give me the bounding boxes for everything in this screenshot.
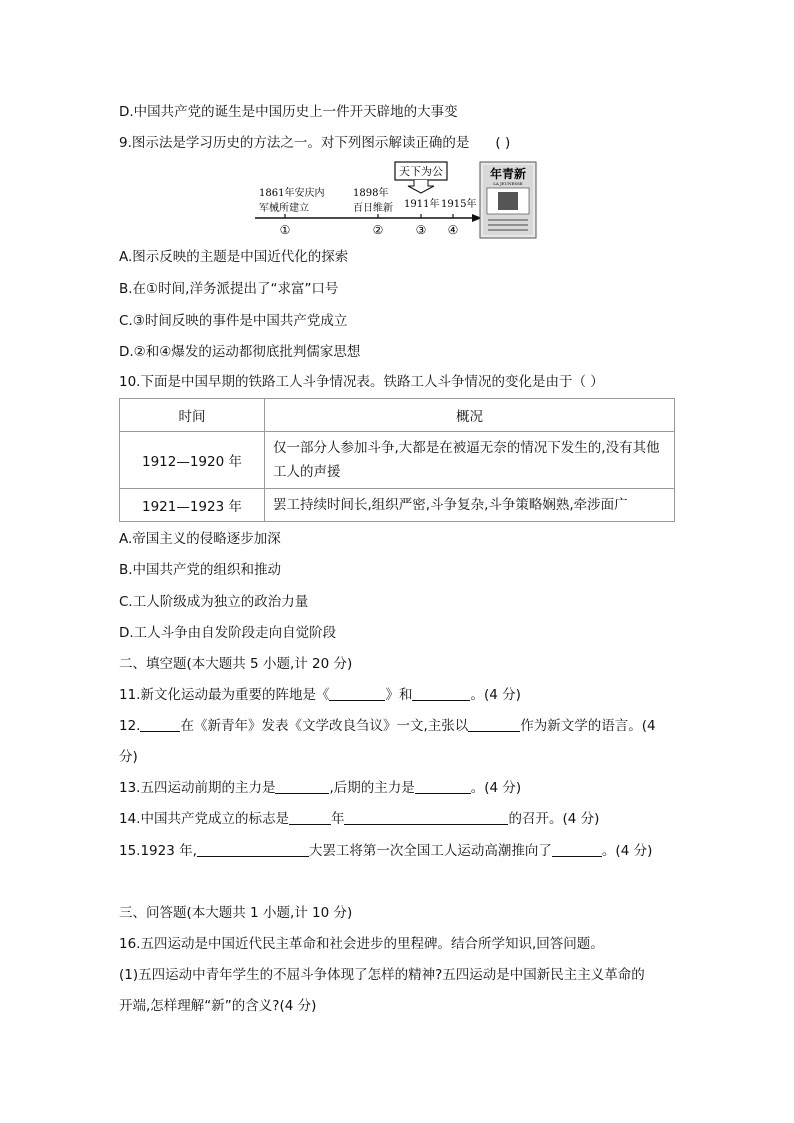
table-header-row	[120, 399, 675, 432]
q9-stem	[119, 134, 510, 152]
q15-text-c: 。(4 分)	[601, 843, 653, 859]
q15-blank-1[interactable]	[197, 842, 309, 857]
event2-line1: 1898年	[353, 188, 389, 199]
q12-text-b: 在《新青年》发表《文学改良刍议》一文,主张以	[180, 718, 469, 734]
portrait-image	[498, 192, 518, 210]
q11-text-a: 11.新文化运动最为重要的阵地是《	[119, 687, 330, 703]
section2-title: 二、填空题(本大题共 5 小题,计 20 分)	[119, 656, 353, 672]
event2-line2: 百日维新	[353, 203, 393, 214]
q12-text-c: 作为新文学的语言。(4	[520, 718, 656, 734]
year-1915: 1915年	[441, 199, 477, 210]
q9-option-a: A.图示反映的主题是中国近代化的探索	[119, 249, 349, 265]
q15-text-b: 大罢工将第一次全国工人运动高潮推向了	[308, 843, 552, 859]
q12-text-a: 12.	[119, 718, 141, 734]
q15-blank-2[interactable]	[552, 842, 602, 857]
q14-text-c: 的召开。(4 分)	[508, 811, 600, 827]
table-row	[120, 432, 675, 489]
magazine-subtitle: LA JEUNESSE	[493, 181, 523, 186]
q14-text-a: 14.中国共产党成立的标志是	[119, 811, 289, 827]
q14-blank-1[interactable]	[289, 810, 331, 825]
q12-blank-2[interactable]	[468, 717, 520, 732]
q11-blank-2[interactable]	[412, 686, 470, 701]
q9-option-b: B.在①时间,洋务派提出了“求富”口号	[119, 281, 339, 297]
header-time: 时间	[120, 399, 265, 432]
tianxia-label: 天下为公	[399, 165, 443, 178]
q13-text-b: ,后期的主力是	[329, 780, 415, 796]
q16-stem: 16.五四运动是中国近代民主革命和社会进步的里程碑。结合所学知识,回答问题。	[119, 936, 604, 952]
magazine-title: 年青新	[489, 167, 527, 181]
q10-option-b: B.中国共产党的组织和推动	[119, 562, 282, 578]
q9-timeline-figure	[250, 160, 550, 240]
q12-blank-1[interactable]	[140, 717, 180, 732]
q9-answer-paren: ( )	[495, 135, 511, 151]
year-1911: 1911年	[404, 199, 440, 210]
q13	[119, 779, 521, 797]
q11-text-b: 》和	[385, 687, 413, 703]
q9-stem-text: 9.图示法是学习历史的方法之一。对下列图示解读正确的是	[119, 135, 470, 151]
q10-option-c: C.工人阶级成为独立的政治力量	[119, 594, 309, 610]
marker-2: ②	[372, 223, 384, 237]
q14	[119, 810, 599, 828]
event1-line2: 军械所建立	[259, 203, 309, 214]
section3-title: 三、问答题(本大题共 1 小题,计 10 分)	[119, 905, 353, 921]
down-arrow-icon	[408, 180, 434, 193]
q10-option-a: A.帝国主义的侵略逐步加深	[119, 531, 281, 547]
q15	[119, 842, 652, 860]
q14-blank-2[interactable]	[344, 810, 508, 825]
event1-line1: 1861年安庆内	[259, 188, 325, 199]
marker-3: ③	[415, 223, 427, 237]
q13-blank-1[interactable]	[275, 779, 329, 794]
q9-option-c: C.③时间反映的事件是中国共产党成立	[119, 313, 348, 329]
table-row	[120, 489, 675, 522]
q16-sub1-line2: 开端,怎样理解“新”的含义?(4 分)	[119, 998, 317, 1014]
new-youth-magazine-cover	[480, 162, 536, 238]
q8-option-d: D.中国共产党的诞生是中国历史上一件开天辟地的大事变	[119, 104, 458, 120]
q11-blank-1[interactable]	[329, 686, 385, 701]
marker-1: ①	[279, 223, 291, 237]
q14-text-b: 年	[330, 811, 345, 827]
q13-text-c: 。(4 分)	[470, 780, 522, 796]
q9-option-d: D.②和④爆发的运动都彻底批判儒家思想	[119, 344, 361, 360]
q15-text-a: 15.1923 年,	[119, 843, 197, 859]
row2-overview: 罢工持续时间长,组织严密,斗争复杂,斗争策略娴熟,牵涉面广	[265, 489, 675, 522]
q10-option-d: D.工人斗争由自发阶段走向自觉阶段	[119, 625, 337, 641]
q13-text-a: 13.五四运动前期的主力是	[119, 780, 276, 796]
q13-blank-2[interactable]	[415, 779, 471, 794]
row2-time: 1921—1923 年	[120, 489, 265, 522]
header-overview: 概况	[265, 399, 675, 432]
railway-struggle-table	[119, 398, 675, 522]
q12	[119, 717, 656, 735]
q11-text-c: 。(4 分)	[470, 687, 521, 703]
q10-stem: 10.下面是中国早期的铁路工人斗争情况表。铁路工人斗争情况的变化是由于（ ）	[119, 374, 604, 390]
marker-4: ④	[447, 223, 459, 237]
row1-time: 1912—1920 年	[120, 432, 265, 489]
q16-sub1-line1: (1)五四运动中青年学生的不屈斗争体现了怎样的精神?五四运动是中国新民主主义革命的	[119, 967, 645, 983]
q12-continued: 分)	[119, 749, 138, 765]
q11	[119, 686, 521, 704]
row1-overview: 仅一部分人参加斗争,大都是在被逼无奈的情况下发生的,没有其他工人的声援	[265, 432, 675, 489]
